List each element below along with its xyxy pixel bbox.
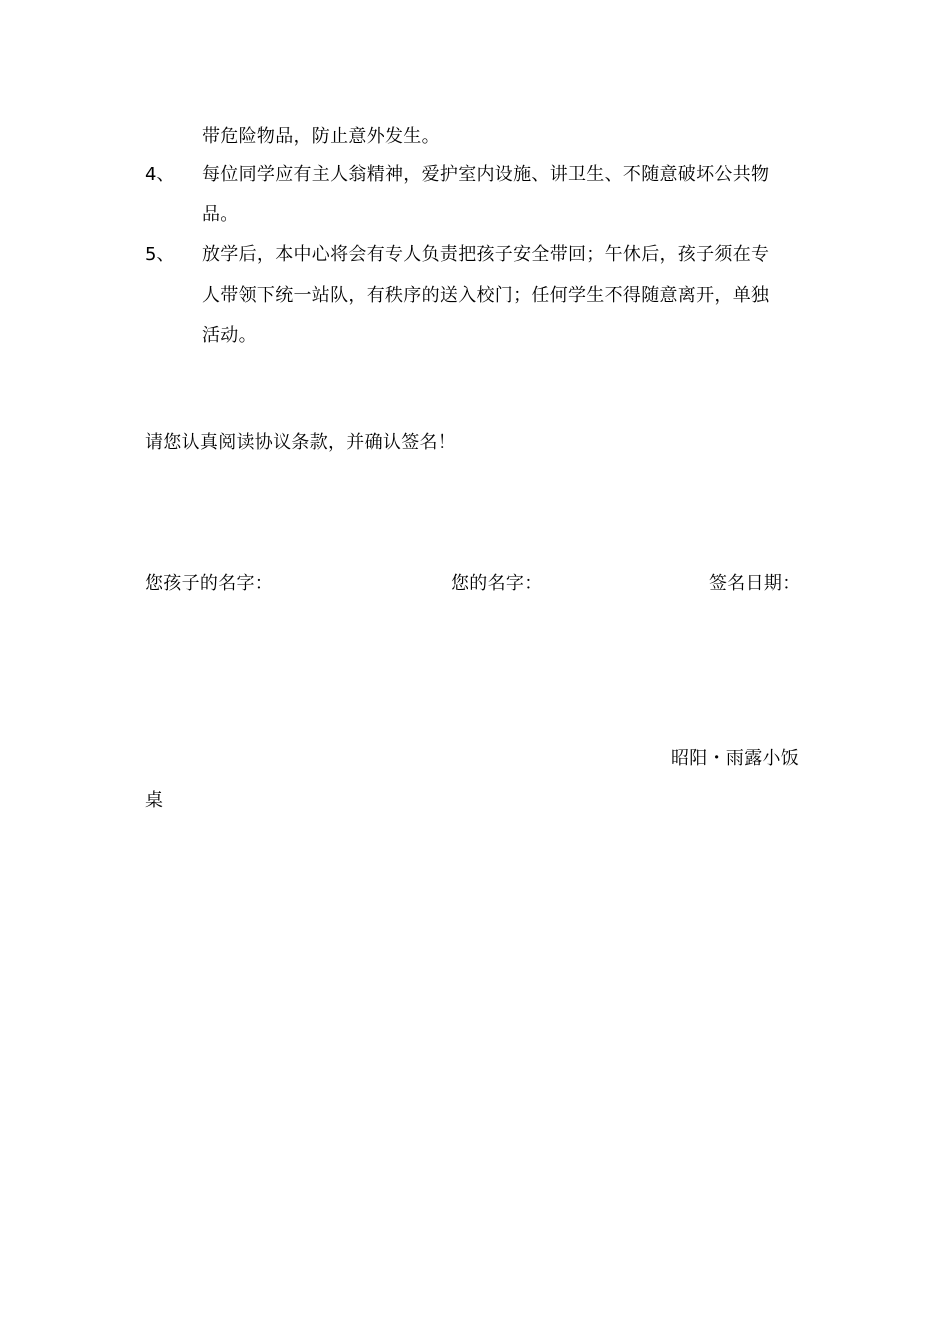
item-5-line-2: 人带领下统一站队，有秩序的送入校门；任何学生不得随意离开，单独 [202,285,770,306]
item-3-continuation: 带危险物品，防止意外发生。 [202,126,440,147]
item-4-line-2: 品。 [202,204,239,225]
parent-name-label: 您的名字： [451,573,543,594]
item-4-number: 4、 [145,164,175,185]
signature-date-label: 签名日期： [709,573,801,594]
confirm-text: 请您认真阅读协议条款，并确认签名！ [145,432,457,453]
child-name-label: 您孩子的名字： [145,573,274,594]
item-5-line-3: 活动。 [202,325,257,346]
item-5-line-1: 放学后，本中心将会有专人负责把孩子安全带回；午休后，孩子须在专 [202,244,770,265]
item-4-line-1: 每位同学应有主人翁精神，爱护室内设施、讲卫生、不随意破坏公共物 [202,164,770,185]
footer-organization-line-1: 昭阳・雨露小饭 [671,748,800,769]
item-5-number: 5、 [145,244,175,265]
footer-organization-line-2: 桌 [145,790,164,811]
